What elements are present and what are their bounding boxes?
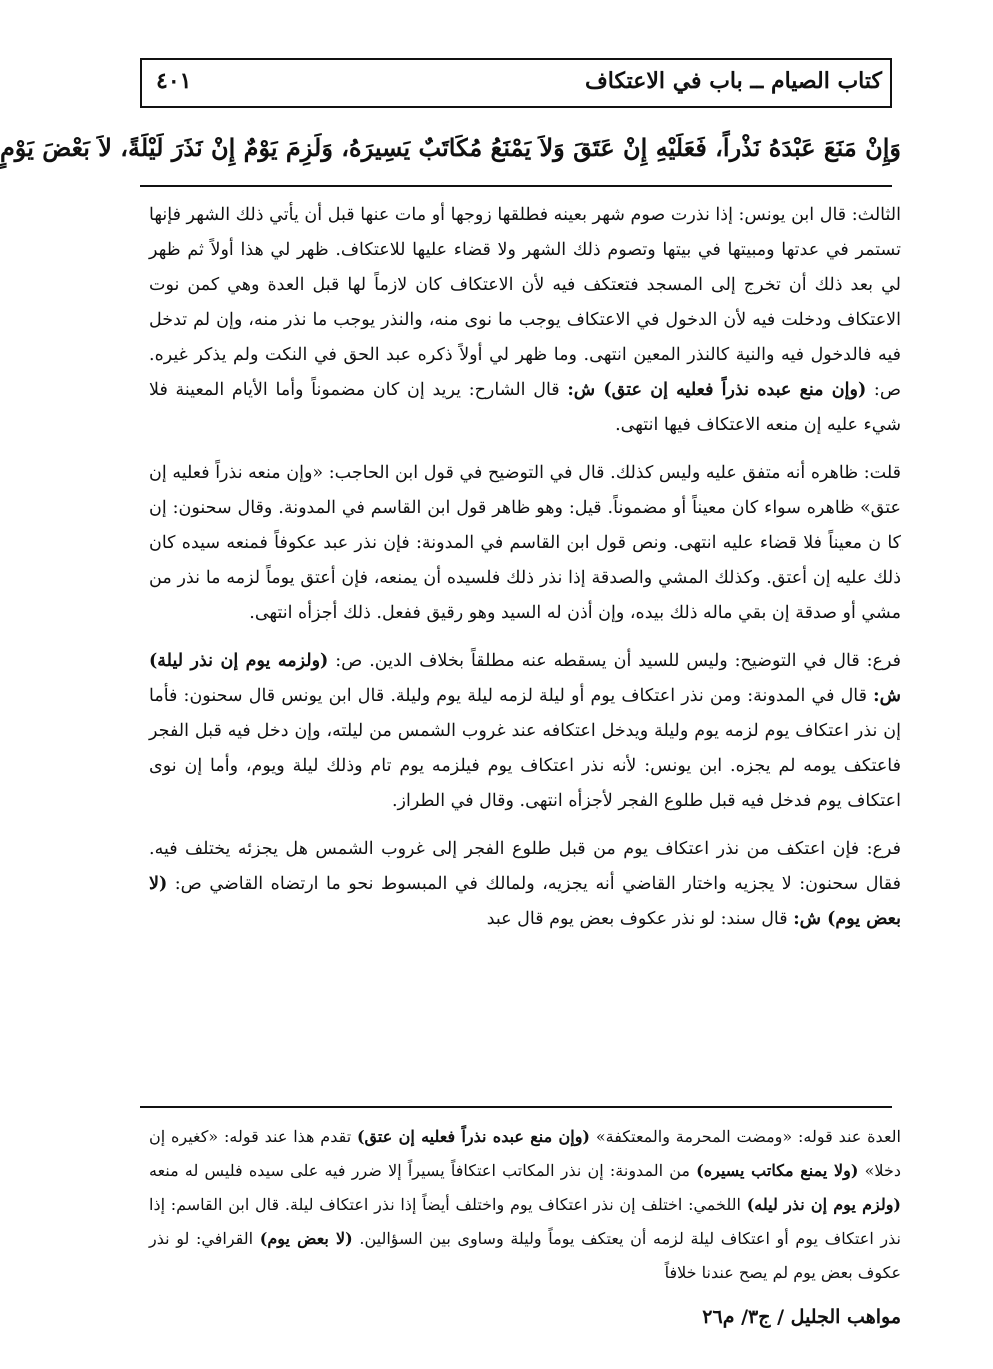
text-run: فرع: قال في التوضيح: وليس للسيد أن يسقطه عنه مطلقاً بخلاف الدين. ص: — [328, 651, 901, 671]
text-run: من المدونة: إن نذر المكاتب اعتكافاً يسيراً إلا ضرر فيه على سيده فليس له منعه — [149, 1161, 697, 1180]
page-number: ٤٠١ — [156, 68, 192, 94]
main-text-verse: وَإِنْ مَنَعَ عَبْدَهُ نَذْراً، فَعَلَيْهِ إِنْ عَتَقَ وَلاَ يَمْنَعُ مُكَاتَبٌ يَسِيرَهُ، وَلَزِمَ يَوْمٌ إِنْ نَذَرَ لَيْلَةً، لاَ بَعْضَ يَوْمٍ — [0, 133, 901, 162]
bold-quote: (لا بعض يوم) — [259, 1229, 353, 1248]
paragraph — [149, 456, 901, 631]
text-run: العدة عند قوله: «ومضت المحرمة والمعتكفة» — [590, 1127, 901, 1146]
text-run: الثالث: قال ابن يونس: إذا نذرت صوم شهر بعينه فطلقها زوجها أو مات عنها قبل أن يأتي ذلك الشهر فإنها تستمر في عدتها ومبيتها في بيتها وتصوم ذلك الشهر ولا قضاء عليها للاعتكاف. ظهر لي هذا أولاً ثم ظهر لي بعد ذلك أن تخرج إلى المسجد فتعتكف فيه لأن الاعتكاف كان لازماً لها قبل العدة وهي كمن نوت الاعتكاف ودخلت فيه لأن الدخول في الاعتكاف يوجب ما نوى منه، والنذر يوجب ما نذر منه، وإن لم تدخل فيه فالدخول فيه والنية كالنذر المعين انتهى. وما ظهر لي أولاً ذكره عبد الحق في النكت ولم يذكر غيره. ص: — [149, 205, 901, 400]
running-header — [140, 58, 892, 108]
bold-quote: (ولزم يوم إن نذر ليله) — [746, 1195, 902, 1214]
separator-top — [140, 185, 892, 187]
text-run: قال سند: لو نذر عكوف بعض يوم قال عبد — [486, 909, 794, 929]
text-run: تقدم هذا عند قوله: «كغيره إن دخلا» — [149, 1127, 901, 1180]
text-run: قال الشارح: يريد إن كان مضموناً وأما الأيام المعينة فلا شيء عليه إن منعه الاعتكاف فيها انتهى. — [149, 380, 901, 435]
footnote-block — [149, 1120, 901, 1290]
text-run: قال في المدونة: ومن نذر اعتكاف يوم أو ليلة لزمه ليلة يوم وليلة. قال ابن يونس قال سحنون: فأما إن نذر اعتكاف يوم لزمه يوم وليلة ويدخل اعتكافه عند غروب الشمس من ليلته، وإن دخل فيه قبل الفجر فاعتكف يومه لم يجزه. ابن يونس: لأنه نذر اعتكاف يوم فيلزمه يوم تام وذلك ليلة ويوم، وأما إن نوى اعتكاف يوم فدخل فيه قبل طلوع الفجر لأجزأه انتهى. وقال في الطراز. — [149, 686, 901, 811]
signature-line: مواهب الجليل / ج٣/ م٢٦ — [702, 1306, 901, 1328]
bold-quote: (وإن منع عبده نذراً فعليه إن عتق) — [356, 1127, 590, 1146]
chapter-title: كتاب الصيام ــ باب في الاعتكاف — [584, 68, 882, 94]
bold-quote: (ولا يمنع مكاتب يسيره) — [696, 1161, 859, 1180]
bold-quote: (ولزمه يوم إن نذر ليلة) ش: — [149, 651, 901, 706]
text-run: فرع: فإن اعتكف من نذر اعتكاف يوم من قبل طلوع الفجر إلى غروب الشمس هل يجزئه يختلف فيه. فقال سحنون: لا يجزيه واختار القاضي أنه يجزيه، ولمالك في المبسوط نحو ما ارتضاه القاضي ص: — [149, 839, 901, 894]
paragraph — [149, 644, 901, 819]
separator-footnote — [140, 1106, 892, 1108]
bold-quote: (وإن منع عبده نذراً فعليه إن عتق) ش: — [567, 380, 867, 400]
paragraph — [149, 198, 901, 443]
text-run: قلت: ظاهره أنه متفق عليه وليس كذلك. قال في التوضيح في قول ابن الحاجب: «وإن منعه نذراً فعليه إن عتق» ظاهره سواء كان معيناً أو مضموناً. قيل: وهو ظاهر قول ابن القاسم في المدونة. وقال سحنون: إن كا ن معيناً فلا قضاء عليه انتهى. ونص قول ابن القاسم في المدونة: فإن نذر عبد عكوفاً فمنعه سيده كان ذلك عليه إن أعتق. وكذلك المشي والصدقة إذا نذر ذلك فلسيده أن يمنعه، فإن أعتق يوماً لزمه ما نذر من مشي أو صدقة إن بقي ماله ذلك بيده، وإن أذن له السيد وهو رقيق ففعل. ذلك أجزأه انتهى. — [149, 463, 901, 623]
bold-quote: (لا بعض يوم) ش: — [149, 874, 901, 929]
text-run: القرافي: لو نذر عكوف بعض يوم لم يصح عندنا خلافاً — [149, 1229, 901, 1282]
commentary-body — [149, 198, 901, 950]
text-run: اللخمي: اختلف إن نذر اعتكاف يوم واختلف أيضاً إذا نذر اعتكاف ليلة. قال ابن القاسم: إذا نذر اعتكاف يوم أو اعتكاف ليلة لزمه أن يعتكف يوماً وليلة وساوى بين السؤالين. — [149, 1195, 902, 1248]
paragraph — [149, 832, 901, 937]
